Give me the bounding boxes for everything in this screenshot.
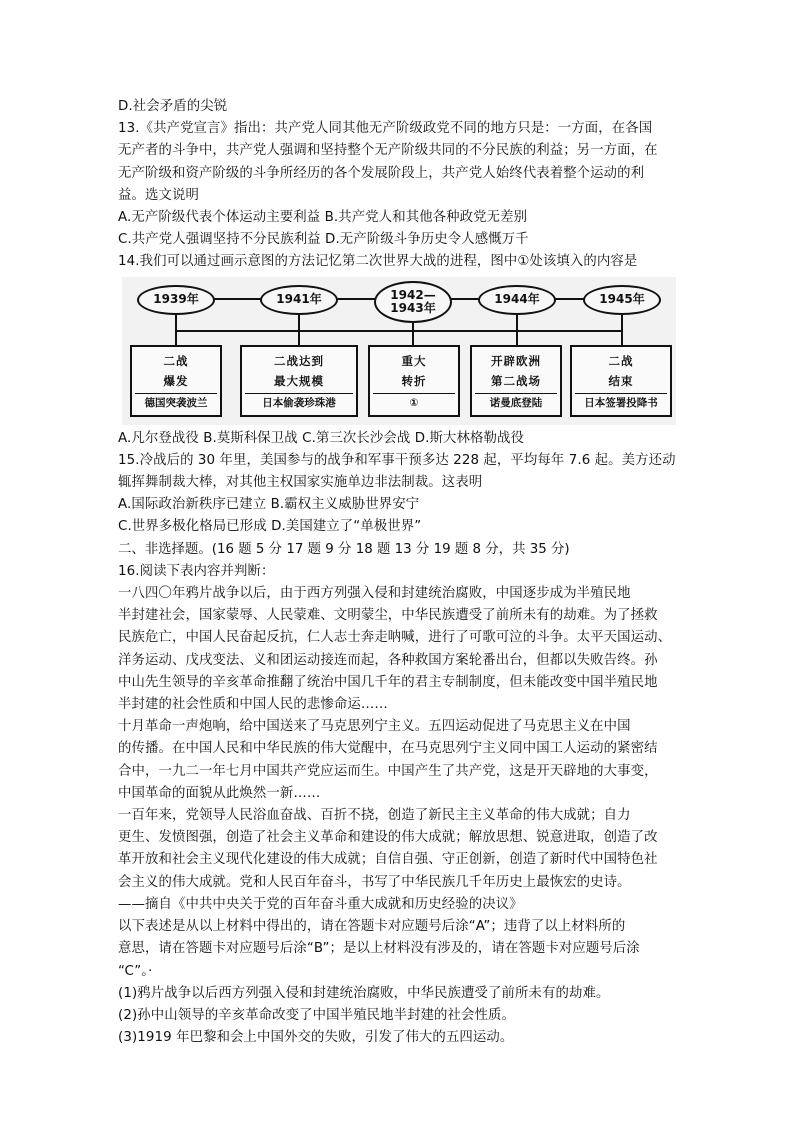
q15-options-ab: A.国际政治新秩序已建立 B.霸权主义威胁世界安宁 bbox=[118, 497, 420, 513]
q15-options-cd: C.世界多极化格局已形成 D.美国建立了“单极世界” bbox=[118, 519, 422, 535]
material-paragraph-2 bbox=[118, 716, 678, 805]
stage-box-outbreak bbox=[130, 345, 222, 417]
statement-3: (3)1919 年巴黎和会上中国外交的失败，引发了伟大的五四运动。 bbox=[118, 1030, 514, 1046]
stage-title: 爆发 bbox=[163, 373, 189, 388]
q15-stem-line: 辄挥舞制裁大棒，对其他主权国家实施单边非法制裁。这表明 bbox=[118, 475, 483, 491]
question-13 bbox=[118, 118, 678, 251]
q14-stem: 14.我们可以通过画示意图的方法记忆第二次世界大战的进程，图中①处该填入的内容是 bbox=[118, 254, 638, 270]
instruction-line: 以下表述是从以上材料中得出的，请在答题卡对应题号后涂“A”；违背了以上材料所的 bbox=[118, 919, 626, 935]
stage-title: 转折 bbox=[401, 373, 427, 388]
stage-box-max-scale bbox=[240, 345, 358, 417]
material-line: 一百年来，党领导人民浴血奋战、百折不挠，创造了新民主主义革命的伟大成就；自力 bbox=[118, 808, 631, 824]
question-15 bbox=[118, 450, 678, 539]
material-line: 十月革命一声炮响，给中国送来了马克思列宁主义。五四运动促进了马克思主义在中国 bbox=[118, 719, 631, 735]
material-line: 民族危亡，中国人民奋起反抗，仁人志士奔走呐喊，进行了可歌可泣的斗争。太平天国运动、 bbox=[118, 630, 672, 646]
year-node-1945: 1945年 bbox=[583, 285, 661, 315]
stage-title: 二战达到 bbox=[274, 353, 324, 368]
q13-stem-line: 无产者的斗争中，共产党人强调和坚持整个无产阶级共同的不分民族的利益；另一方面，在 bbox=[118, 143, 658, 159]
stage-title: 最大规模 bbox=[274, 373, 324, 388]
q13-options-ab: A.无产阶级代表个体运动主要利益 B.共产党人和其他各种政党无差别 bbox=[118, 210, 528, 226]
instruction-line: 意思，请在答题卡对应题号后涂“B”；是以上材料没有涉及的，请在答题卡对应题号后涂 bbox=[118, 941, 640, 957]
material-line: 一八四〇年鸦片战争以后，由于西方列强入侵和封建统治腐败，中国逐步成为半殖民地 bbox=[118, 586, 631, 602]
year-node-1939: 1939年 bbox=[137, 285, 215, 315]
ww2-timeline-diagram bbox=[122, 277, 676, 425]
q13-stem-line: 益。选文说明 bbox=[118, 187, 199, 203]
answer-instructions bbox=[118, 916, 678, 983]
material-line: 会主义的伟大成就。党和人民百年奋斗，书写了中华民族几千年历史上最恢宏的史诗。 bbox=[118, 874, 631, 890]
material-line: 合中，一九二一年七月中国共产党应运而生。中国产生了共产党，这是开天辟地的大事变， bbox=[118, 763, 658, 779]
statement-2: (2)孙中山领导的辛亥革命改变了中国半殖民地半封建的社会性质。 bbox=[118, 1007, 516, 1023]
year-node-1944: 1944年 bbox=[478, 285, 556, 315]
stage-event: 日本签署投降书 bbox=[575, 393, 667, 412]
material-line: 革开放和社会主义现代化建设的伟大成就；自信自强、守正创新，创造了新时代中国特色社 bbox=[118, 852, 658, 868]
year-node-1941: 1941年 bbox=[260, 285, 338, 315]
statement-1: (1)鸦片战争以后西方列强入侵和封建统治腐败，中华民族遭受了前所未有的劫难。 bbox=[118, 985, 610, 1001]
q15-stem-line: 15.冷战后的 30 年里，美国参与的战争和军事干预多达 228 起，平均每年 7.6 起。美方还动 bbox=[118, 452, 676, 468]
stage-title: 开辟欧洲 bbox=[491, 353, 541, 368]
material-line: 半封建社会，国家蒙辱、人民蒙难、文明蒙尘，中华民族遭受了前所未有的劫难。为了拯救 bbox=[118, 608, 658, 624]
stage-title: 第二战场 bbox=[491, 373, 541, 388]
question-14 bbox=[118, 251, 678, 449]
q13-stem-line: 13.《共产党宣言》指出：共产党人同其他无产阶级政党不同的地方只是：一方面，在各国 bbox=[118, 121, 653, 137]
q13-options-cd: C.共产党人强调坚持不分民族利益 D.无产阶级斗争历史令人感慨万千 bbox=[118, 232, 529, 248]
material-line: 半封建的社会性质和中国人民的悲惨命运…… bbox=[118, 697, 388, 713]
question-16 bbox=[118, 561, 678, 1049]
judgment-statements bbox=[118, 983, 678, 1050]
stage-event: 日本偷袭珍珠港 bbox=[245, 393, 353, 412]
q13-stem-line: 无产阶级和资产阶级的斗争所经历的各个发展阶段上，共产党人始终代表着整个运动的利 bbox=[118, 165, 645, 181]
stage-box-end bbox=[570, 345, 672, 417]
material-line: 的传播。在中国人民和中华民族的伟大觉醒中，在马克思列宁主义同中国工人运动的紧密结 bbox=[118, 741, 658, 757]
material-line: 中山先生领导的辛亥革命推翻了统治中国几千年的君主专制制度，但未能改变中国半殖民地 bbox=[118, 674, 658, 690]
material-line: 洋务运动、戊戌变法、义和团运动接连而起，各种救国方案轮番出台，但都以失败告终。孙 bbox=[118, 652, 658, 668]
stage-event: 诺曼底登陆 bbox=[475, 393, 557, 412]
stage-title: 二战 bbox=[163, 353, 189, 368]
instruction-line: “C”。· bbox=[118, 963, 153, 979]
q14-options: A.凡尔登战役 B.莫斯科保卫战 C.第三次长沙会战 D.斯大林格勒战役 bbox=[118, 430, 524, 446]
stage-title: 重大 bbox=[401, 353, 427, 368]
year-node-1942-1943: 1942— 1943年 bbox=[374, 281, 452, 323]
material-line: 中国革命的面貌从此焕然一新…… bbox=[118, 785, 321, 801]
stage-box-turning-point bbox=[368, 345, 460, 417]
stage-title: 结束 bbox=[608, 373, 634, 388]
stage-event: 德国突袭波兰 bbox=[135, 393, 217, 412]
material-paragraph-3 bbox=[118, 805, 678, 894]
stage-title: 二战 bbox=[608, 353, 634, 368]
q16-stem: 16.阅读下表内容并判断： bbox=[118, 563, 275, 579]
section-2-heading: 二、非选择题。(16 题 5 分 17 题 9 分 18 题 13 分 19 题 8 分，共 35 分) bbox=[118, 541, 570, 557]
material-line: 更生、发愤图强，创造了社会主义革命和建设的伟大成就；解放思想、锐意进取，创造了改 bbox=[118, 830, 658, 846]
stage-box-second-front bbox=[470, 345, 562, 417]
material-paragraph-1 bbox=[118, 583, 678, 716]
blank-1-marker: ① bbox=[373, 393, 455, 412]
exam-page bbox=[118, 96, 678, 1049]
material-source: ——摘自《中共中央关于党的百年奋斗重大成就和历史经验的决议》 bbox=[118, 896, 523, 912]
q12-option-d: D.社会矛盾的尖锐 bbox=[118, 99, 228, 114]
